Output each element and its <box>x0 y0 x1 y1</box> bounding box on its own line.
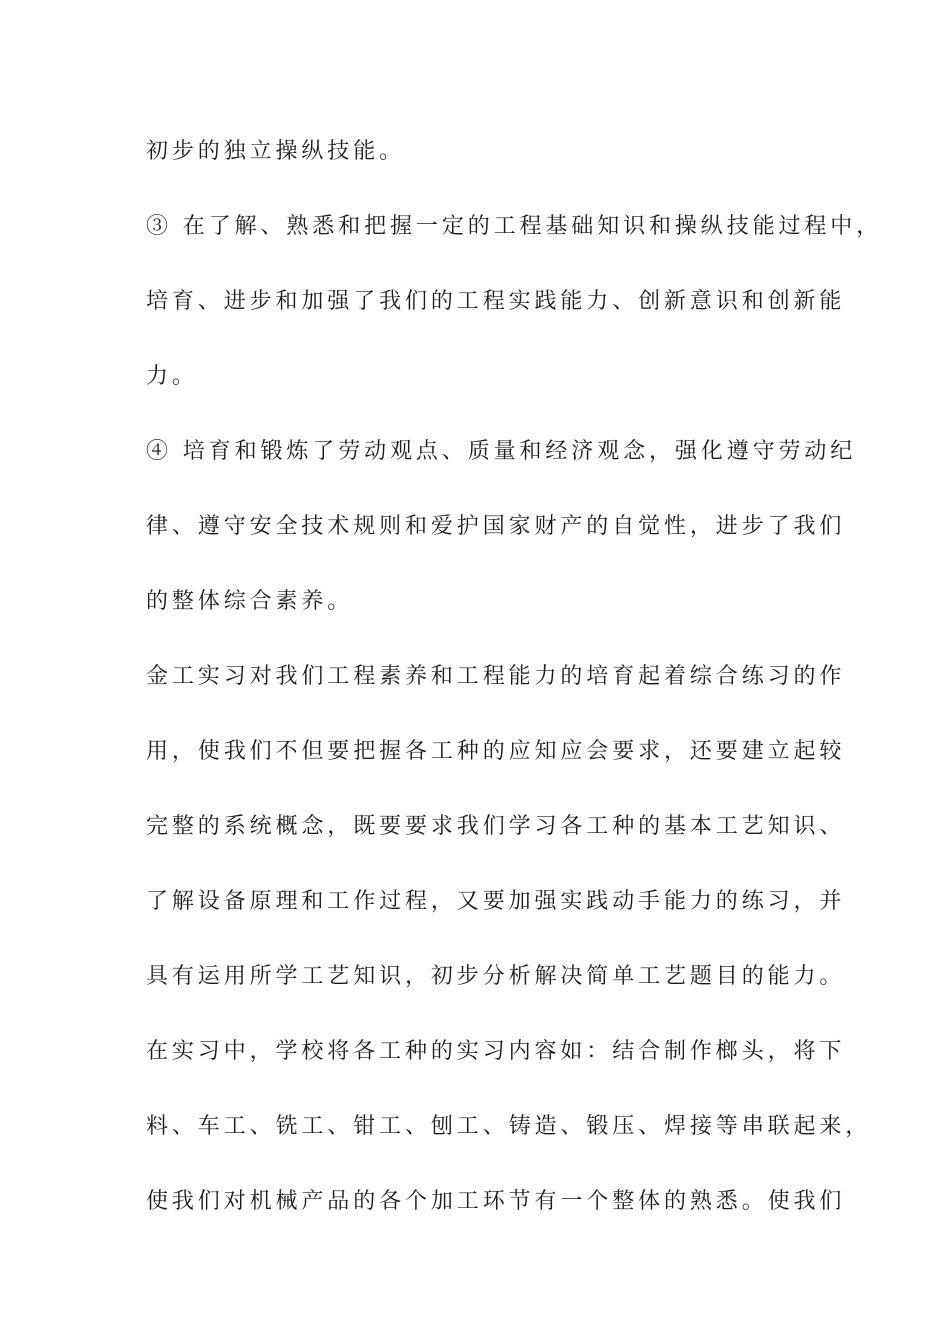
text-line: 了解设备原理和工作过程，又要加强实践动手能力的练习，并 <box>146 889 846 914</box>
text-line: 完整的系统概念，既要要求我们学习各工种的基本工艺知识、 <box>146 814 846 839</box>
text-line: ④ 培育和锻炼了劳动观点、质量和经济观念，强化遵守劳动纪 <box>146 439 857 464</box>
text-line: 的整体综合素养。 <box>146 589 354 614</box>
text-line: 初步的独立操纵技能。 <box>146 139 406 164</box>
text-line: 使我们对机械产品的各个加工环节有一个整体的熟悉。使我们 <box>146 1189 846 1214</box>
text-line: 具有运用所学工艺知识，初步分析解决简单工艺题目的能力。 <box>146 964 846 989</box>
text-line: 力。 <box>146 364 198 389</box>
text-line: 用，使我们不但要把握各工种的应知应会要求，还要建立起较 <box>146 739 846 764</box>
text-line: 在实习中，学校将各工种的实习内容如：结合制作榔头，将下 <box>146 1039 846 1064</box>
text-line: 金工实习对我们工程素养和工程能力的培育起着综合练习的作 <box>146 664 846 689</box>
text-line: 培育、进步和加强了我们的工程实践能力、创新意识和创新能 <box>146 289 846 314</box>
text-line: 料、车工、铣工、钳工、刨工、铸造、锻压、焊接等串联起来， <box>146 1114 872 1139</box>
text-line: ③ 在了解、熟悉和把握一定的工程基础知识和操纵技能过程中， <box>146 214 883 239</box>
text-line: 律、遵守安全技术规则和爱护国家财产的自觉性，进步了我们 <box>146 514 846 539</box>
